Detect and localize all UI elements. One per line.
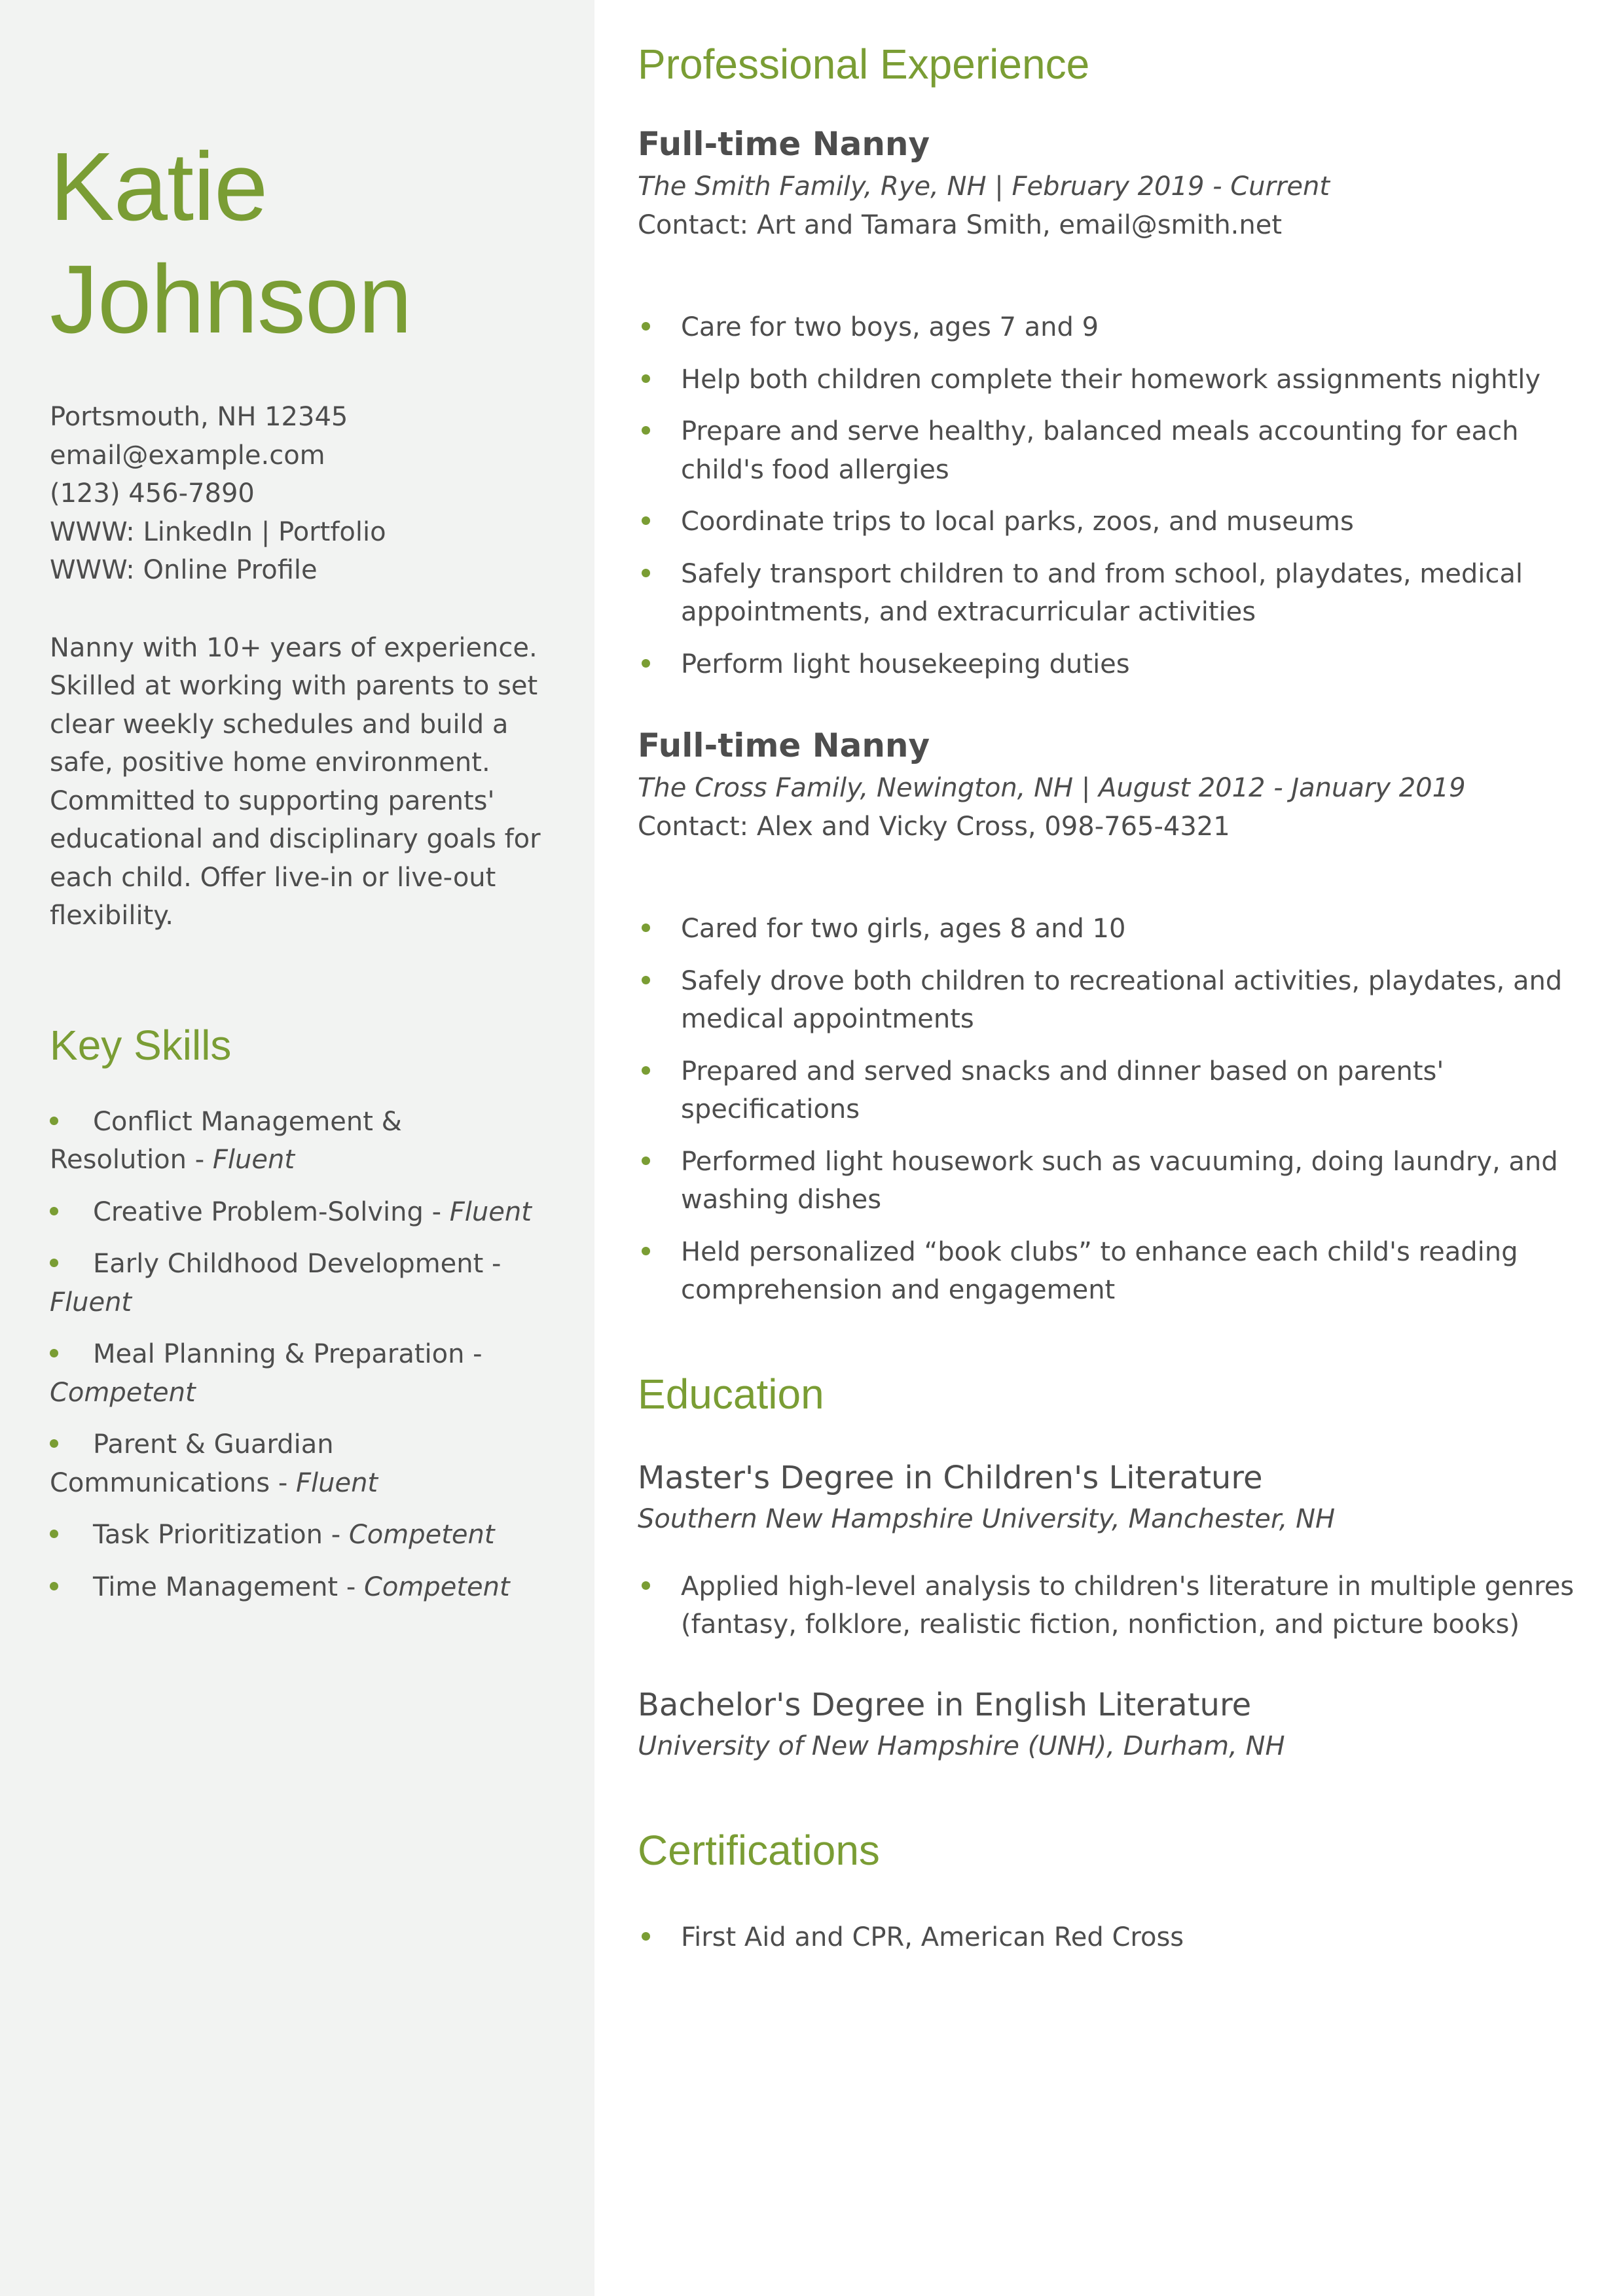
job-duties xyxy=(638,308,1577,683)
list-item: Cared for two girls, ages 8 and 10 xyxy=(638,910,1577,948)
list-item: Prepared and served snacks and dinner based on parents' specifications xyxy=(638,1052,1577,1129)
list-item: Applied high-level analysis to children's literature in multiple genres (fantasy, folklore, realistic fiction, nonfiction, and picture books) xyxy=(638,1568,1577,1644)
contact-email: email@example.com xyxy=(50,440,325,471)
job-employer-dates: The Cross Family, Newington, NH | August 2012 - January 2019 xyxy=(638,773,1466,803)
degree-name: Master's Degree in Children's Literature xyxy=(638,1459,1263,1496)
skill-name: Time Management xyxy=(93,1571,338,1602)
skill-name: Task Prioritization xyxy=(93,1520,323,1550)
list-item: Prepare and serve healthy, balanced meals accounting for each child's food allergies xyxy=(638,412,1577,489)
skills-title: Key Skills xyxy=(50,1021,232,1069)
skill-level: Fluent xyxy=(50,1287,132,1318)
summary: Nanny with 10+ years of experience. Skilled at working with parents to set clear weekly schedules and build a safe, positive home environment. Committed to supporting parents' educational and disciplinary goals for each child. Offer live-in or live-out flexibility. xyxy=(50,632,541,931)
degree-name: Bachelor's Degree in English Literature xyxy=(638,1686,1252,1723)
list-item: Perform light housekeeping duties xyxy=(638,645,1577,684)
skill-item: Parent & Guardian Communications - Fluent xyxy=(50,1426,545,1502)
skill-item: Meal Planning & Preparation - Competent xyxy=(50,1335,545,1412)
skill-item: Time Management - Competent xyxy=(50,1568,545,1607)
list-item: Performed light housework such as vacuuming, doing laundry, and washing dishes xyxy=(638,1143,1577,1219)
contact-phone: (123) 456-7890 xyxy=(50,478,255,509)
skill-level: Competent xyxy=(50,1377,196,1408)
education-entry xyxy=(638,1456,1577,1644)
contact-www-profile: WWW: Online Profile xyxy=(50,555,318,585)
job-entry xyxy=(638,121,1577,683)
job-duties xyxy=(638,910,1577,1310)
job-entry xyxy=(638,723,1577,1310)
skill-item: Task Prioritization - Competent xyxy=(50,1516,545,1554)
contact-www-links: WWW: LinkedIn | Portfolio xyxy=(50,516,386,547)
list-item: Help both children complete their homework assignments nightly xyxy=(638,361,1577,399)
contact-address: Portsmouth, NH 12345 xyxy=(50,402,348,432)
contact-info xyxy=(50,398,545,590)
skill-name: Early Childhood Development xyxy=(93,1249,484,1279)
skill-item: Conflict Management & Resolution - Fluent xyxy=(50,1103,545,1179)
skill-level: Fluent xyxy=(449,1196,532,1227)
sidebar xyxy=(0,0,594,2296)
job-contact: Contact: Alex and Vicky Cross, 098-765-4321 xyxy=(638,812,1230,842)
list-item: Held personalized “book clubs” to enhance each child's reading comprehension and engagement xyxy=(638,1233,1577,1310)
skill-item: Early Childhood Development - Fluent xyxy=(50,1245,545,1321)
skill-name: Creative Problem-Solving xyxy=(93,1196,424,1227)
skill-name: Conflict Management & Resolution xyxy=(50,1106,402,1175)
education-details xyxy=(638,1568,1577,1644)
skill-item: Creative Problem-Solving - Fluent xyxy=(50,1193,545,1232)
list-item: First Aid and CPR, American Red Cross xyxy=(638,1918,1577,1957)
certifications-title: Certifications xyxy=(638,1826,880,1874)
skill-level: Fluent xyxy=(212,1145,295,1175)
school-name: University of New Hampshire (UNH), Durham, NH xyxy=(638,1731,1285,1761)
job-employer-dates: The Smith Family, Rye, NH | February 2019 - Current xyxy=(638,171,1330,202)
education-entry xyxy=(638,1683,1577,1766)
job-title: Full-time Nanny xyxy=(638,125,930,163)
list-item: Care for two boys, ages 7 and 9 xyxy=(638,308,1577,347)
list-item: Safely transport children to and from school, playdates, medical appointments, and extracurricular activities xyxy=(638,555,1577,632)
certifications-list xyxy=(638,1918,1577,1957)
skill-name: Meal Planning & Preparation xyxy=(93,1339,465,1369)
job-title: Full-time Nanny xyxy=(638,726,930,764)
skill-level: Fluent xyxy=(296,1467,378,1498)
candidate-name xyxy=(50,131,545,356)
job-contact: Contact: Art and Tamara Smith, email@smith.net xyxy=(638,210,1283,240)
main-content xyxy=(594,0,1623,2296)
first-name: Katie xyxy=(50,133,268,241)
skill-level: Competent xyxy=(363,1571,510,1602)
last-name: Johnson xyxy=(50,245,412,353)
list-item: Safely drove both children to recreational activities, playdates, and medical appointments xyxy=(638,962,1577,1039)
education-title: Education xyxy=(638,1370,824,1418)
skill-level: Competent xyxy=(348,1520,495,1550)
experience-title: Professional Experience xyxy=(638,41,1090,88)
skill-name: Parent & Guardian Communications xyxy=(50,1429,334,1498)
skills-list xyxy=(50,1103,545,1607)
school-name: Southern New Hampshire University, Manchester, NH xyxy=(638,1503,1336,1534)
list-item: Coordinate trips to local parks, zoos, and museums xyxy=(638,503,1577,541)
